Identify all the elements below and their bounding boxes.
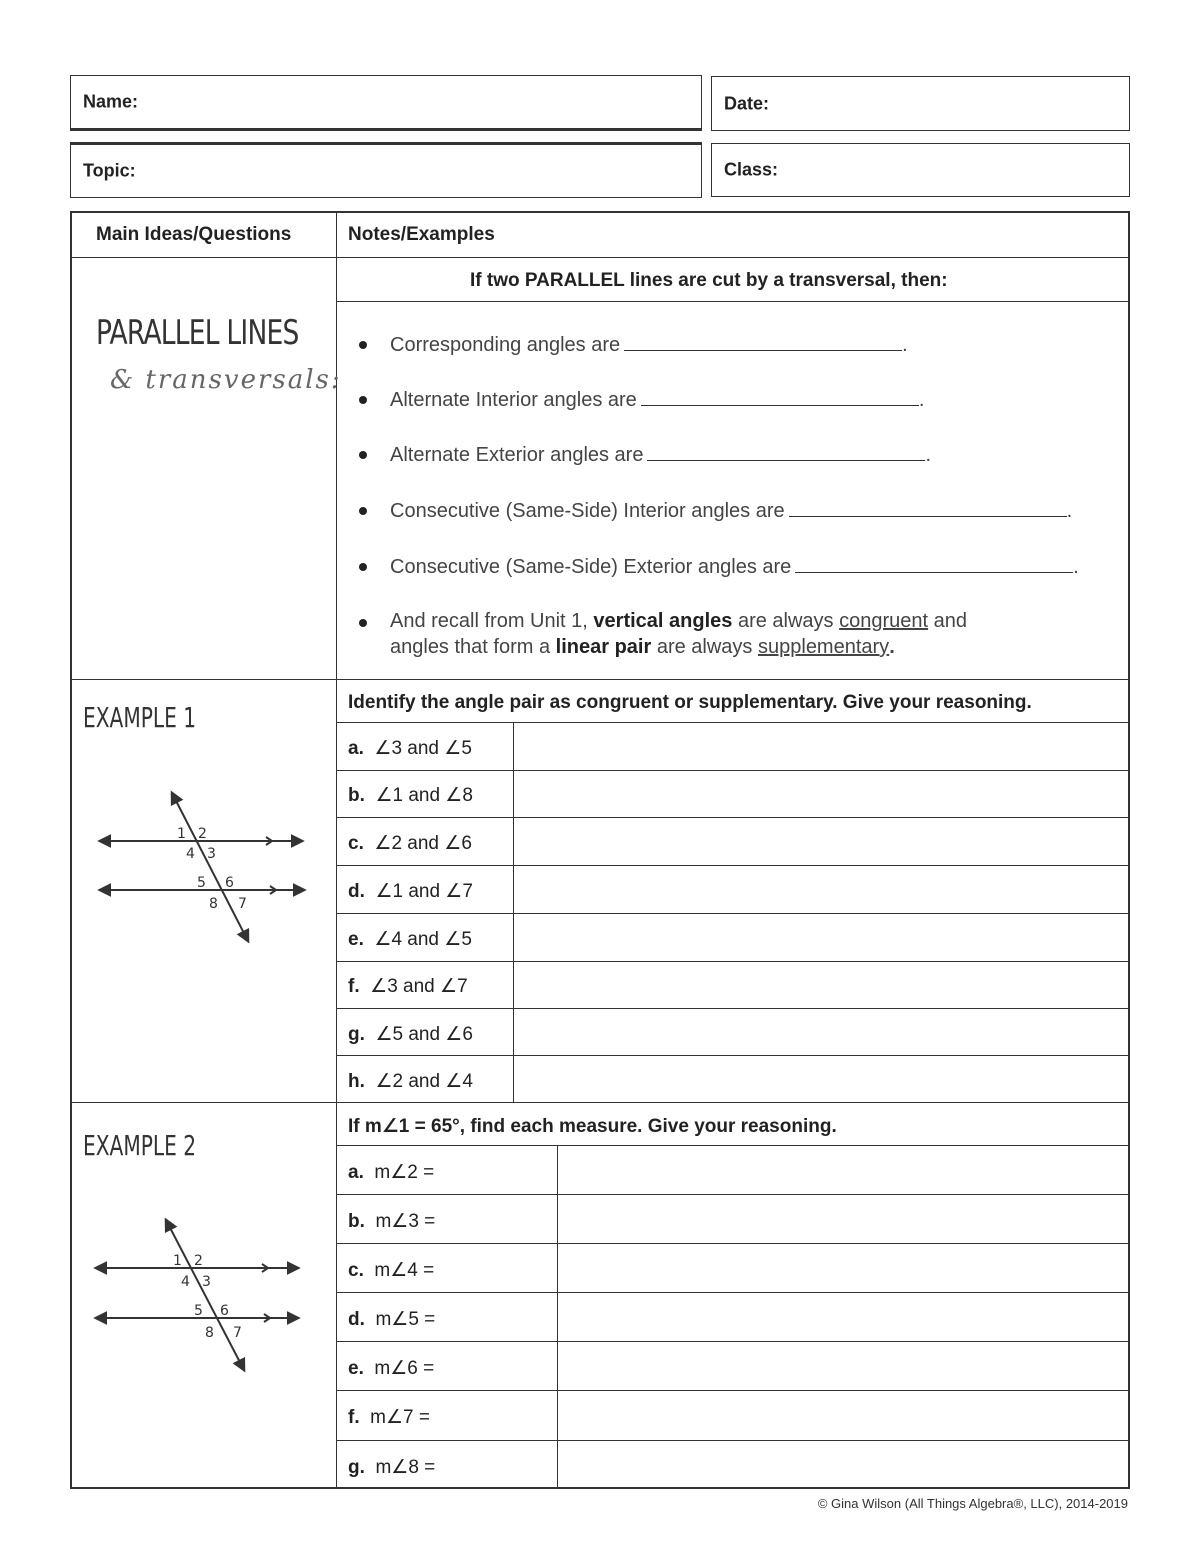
rule [337, 1145, 1130, 1146]
name-label: Name: [83, 91, 139, 112]
rule [337, 1243, 1130, 1244]
row-letter: b. [348, 1211, 365, 1232]
example2-row-b [348, 1210, 435, 1233]
example1-row-g [348, 1023, 473, 1046]
angle-label: 1 [173, 1253, 182, 1269]
bullet-text: Consecutive (Same-Side) Exterior angles are [390, 556, 792, 578]
example1-row-b [348, 784, 473, 807]
angle-label: 3 [207, 846, 216, 862]
row-text: m∠6 = [374, 1358, 435, 1379]
rule [337, 1341, 1130, 1342]
class-field[interactable] [711, 143, 1130, 197]
copyright-footer: © Gina Wilson (All Things Algebra®, LLC), 2014-2019 [817, 1496, 1128, 1511]
example1-title: EXAMPLE 1 [83, 701, 197, 734]
row-letter: g. [348, 1024, 365, 1045]
rule [337, 817, 1130, 818]
bullet-dot [359, 563, 367, 571]
angle-label: 7 [238, 896, 247, 912]
example1-row-a [348, 737, 472, 760]
row-text: ∠4 and ∠5 [374, 929, 472, 950]
angle-label: 8 [205, 1325, 214, 1341]
angle-label: 2 [198, 826, 207, 842]
example2-row-c [348, 1259, 434, 1282]
row-letter: c. [348, 1260, 364, 1281]
row-letter: a. [348, 1162, 364, 1183]
row-letter: d. [348, 881, 365, 902]
angle-label: 4 [186, 846, 195, 862]
text: and [933, 610, 968, 632]
bullet-alt-interior: Alternate Interior angles are . [390, 389, 925, 411]
example1-col-divider [513, 722, 514, 1102]
row-letter: a. [348, 738, 364, 759]
bullet-dot [359, 341, 367, 349]
text: And recall from Unit 1, [390, 610, 588, 632]
row-text: ∠3 and ∠7 [370, 976, 468, 997]
row-text: ∠1 and ∠8 [375, 785, 473, 806]
section-title-parallel-lines: PARALLEL LINES [96, 313, 299, 353]
bullet-text: Alternate Exterior angles are [390, 444, 644, 466]
bullet-dot [359, 451, 367, 459]
angle-label: 7 [233, 1325, 242, 1341]
row-text: m∠2 = [374, 1162, 435, 1183]
row-letter: c. [348, 833, 364, 854]
angle-label: 4 [181, 1274, 190, 1290]
row-text: ∠1 and ∠7 [375, 881, 473, 902]
rule [337, 1292, 1130, 1293]
row-letter: e. [348, 929, 364, 950]
angle-label: 5 [197, 875, 206, 891]
bullet-cons-exterior: Consecutive (Same-Side) Exterior angles are . [390, 556, 1079, 578]
bullet-text: Corresponding angles are [390, 334, 621, 356]
angle-label: 3 [202, 1274, 211, 1290]
row-letter: b. [348, 785, 365, 806]
text: angles that form a [390, 636, 551, 658]
header-rule [72, 257, 1130, 258]
row-text: ∠2 and ∠4 [375, 1071, 473, 1092]
example2-row-a [348, 1161, 434, 1184]
example1-row-h [348, 1070, 473, 1093]
date-field[interactable] [711, 76, 1130, 131]
row-text: m∠8 = [375, 1457, 436, 1478]
text: are always [656, 636, 753, 658]
example2-row-g [348, 1456, 435, 1479]
intro-rule [337, 301, 1130, 302]
bullet-dot [359, 396, 367, 404]
row-letter: f. [348, 1407, 360, 1428]
bullet-recall-line1 [390, 610, 967, 633]
example1-instruction: Identify the angle pair as congruent or supplementary. Give your reasoning. [348, 692, 1032, 713]
rule [337, 1390, 1130, 1391]
text: are always [737, 610, 834, 632]
row-letter: g. [348, 1457, 365, 1478]
bullet-text: Consecutive (Same-Side) Interior angles are [390, 500, 785, 522]
row-text: ∠3 and ∠5 [374, 738, 472, 759]
example2-title: EXAMPLE 2 [83, 1129, 197, 1162]
rule [337, 865, 1130, 866]
row-letter: d. [348, 1309, 365, 1330]
angle-label: 2 [194, 1253, 203, 1269]
topic-field[interactable] [70, 142, 702, 198]
example2-col-divider [557, 1145, 558, 1489]
bullet-recall-line2 [390, 636, 895, 659]
text: . [889, 636, 895, 658]
row-text: ∠5 and ∠6 [375, 1024, 473, 1045]
name-field[interactable] [70, 75, 702, 131]
section-subtitle-transversals: & transversals: [110, 365, 342, 395]
example2-row-f [348, 1406, 430, 1429]
bullet-cons-interior: Consecutive (Same-Side) Interior angles are . [390, 500, 1073, 522]
answer-blank[interactable] [641, 387, 919, 406]
example2-row-e [348, 1357, 434, 1380]
example2-instruction: If m∠1 = 65°, find each measure. Give your reasoning. [348, 1116, 837, 1137]
supplementary-term: supplementary [758, 636, 890, 658]
angle-label: 5 [194, 1303, 203, 1319]
row-letter: e. [348, 1358, 364, 1379]
vertical-angles-term: vertical angles [593, 610, 733, 632]
class-label: Class: [724, 159, 779, 180]
rule [337, 961, 1130, 962]
linear-pair-term: linear pair [555, 636, 652, 658]
parallel-intro: If two PARALLEL lines are cut by a transversal, then: [470, 270, 948, 291]
row-text: m∠4 = [374, 1260, 435, 1281]
example2-diagram [88, 1215, 308, 1375]
bullet-text: Alternate Interior angles are [390, 389, 637, 411]
answer-blank[interactable] [789, 498, 1067, 517]
example1-row-e [348, 928, 472, 951]
topic-label: Topic: [83, 160, 136, 181]
row-letter: h. [348, 1071, 365, 1092]
row-letter: f. [348, 976, 360, 997]
answer-blank[interactable] [647, 442, 925, 461]
bullet-corresponding: Corresponding angles are . [390, 334, 908, 356]
section-rule [72, 679, 1130, 680]
angle-label: 6 [225, 875, 234, 891]
row-text: m∠3 = [375, 1211, 436, 1232]
rule [337, 913, 1130, 914]
rule [337, 770, 1130, 771]
rule [337, 1194, 1130, 1195]
angle-label: 8 [209, 896, 218, 912]
example2-row-d [348, 1308, 435, 1331]
rule [337, 1008, 1130, 1009]
bullet-dot [359, 619, 367, 627]
angle-label: 1 [177, 826, 186, 842]
example1-row-f [348, 975, 468, 998]
example1-diagram [92, 788, 312, 948]
example1-row-c [348, 832, 472, 855]
answer-blank[interactable] [624, 332, 902, 351]
notes-examples-header: Notes/Examples [348, 224, 495, 245]
row-text: m∠5 = [375, 1309, 436, 1330]
congruent-term: congruent [839, 610, 929, 632]
section-rule [72, 1102, 1130, 1103]
main-ideas-header: Main Ideas/Questions [96, 224, 292, 245]
rule [337, 1055, 1130, 1056]
rule [337, 722, 1130, 723]
date-label: Date: [724, 93, 770, 113]
bullet-alt-exterior: Alternate Exterior angles are . [390, 444, 932, 466]
column-divider [336, 213, 337, 1489]
answer-blank[interactable] [795, 554, 1073, 573]
rule [337, 1440, 1130, 1441]
row-text: m∠7 = [370, 1407, 430, 1428]
angle-label: 6 [220, 1303, 229, 1319]
row-text: ∠2 and ∠6 [374, 833, 472, 854]
example1-row-d [348, 880, 473, 903]
bullet-dot [359, 507, 367, 515]
notes-table [70, 211, 1130, 1489]
